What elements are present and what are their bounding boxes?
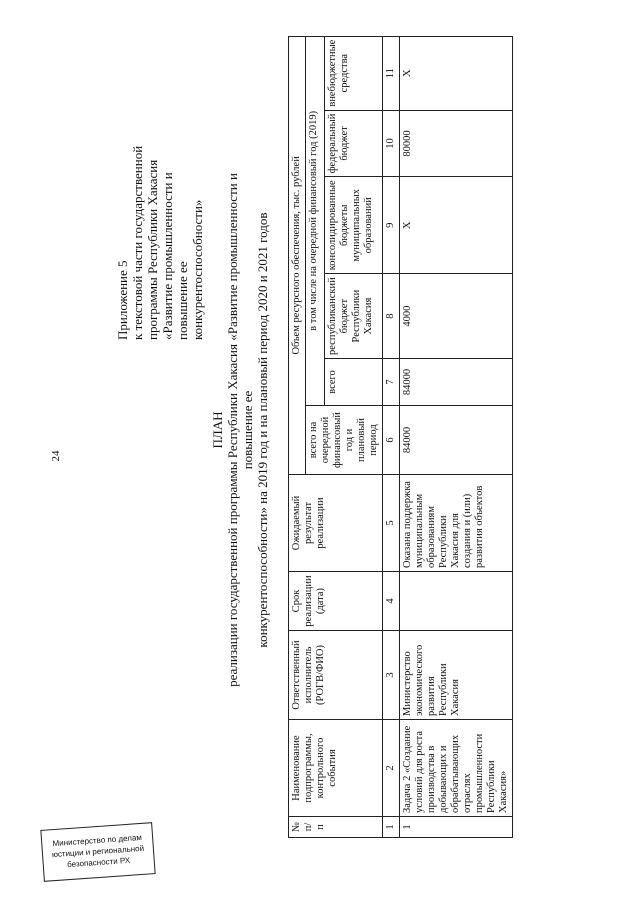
appendix-line: повышение ее xyxy=(175,261,190,340)
col-number: 4 xyxy=(383,572,400,631)
header-total: всего xyxy=(324,359,382,406)
appendix-line: Приложение 5 xyxy=(115,260,130,340)
plan-subtitle-line: реализации государственной программы Республики Хакасия «Развитие промышленности и повышение ее xyxy=(225,173,255,687)
header-total-period: всего на очередной финансовый год и плановый период xyxy=(306,406,383,475)
row-name: Задача 2 «Создание условий для роста производства в добывающих и обрабатывающих отраслях промышленности Республики Хакасия» xyxy=(400,720,513,817)
header-funding: Объем ресурсного обеспечения, тыс. рублей xyxy=(289,36,306,474)
header-federal: федеральный бюджет xyxy=(324,110,382,177)
appendix-line: программы Республики Хакасия xyxy=(145,159,160,340)
appendix-note xyxy=(115,40,205,340)
col-number: 7 xyxy=(383,359,400,406)
row-municipal: Х xyxy=(400,177,513,274)
col-number: 3 xyxy=(383,631,400,720)
header-num: № п/п xyxy=(289,817,383,838)
stamp-line: безопасности РХ xyxy=(66,855,131,870)
col-number: 2 xyxy=(383,720,400,817)
row-federal: 80000 xyxy=(400,110,513,177)
header-result: Ожидаемый результат реализации xyxy=(289,475,383,572)
appendix-line: «Развитие промышленности и xyxy=(160,172,175,340)
row-republic: 4000 xyxy=(400,274,513,359)
col-number: 6 xyxy=(383,406,400,475)
col-number: 1 xyxy=(383,817,400,838)
plan-title xyxy=(210,140,270,720)
header-name: Наименование подпрограммы, контрольного события xyxy=(289,720,383,817)
table-row xyxy=(400,36,513,837)
row-result: Оказана поддержка муниципальным образованиям Республики Хакасия для создания и (или) развития объектов xyxy=(400,475,513,572)
header-executor: Ответственный исполнитель (РОГВ/ФИО) xyxy=(289,631,383,720)
plan-table xyxy=(288,36,513,838)
header-current-year: в том числе на очередной финансовый год (2019) xyxy=(306,36,325,405)
appendix-line: к текстовой части государственной xyxy=(130,145,145,340)
header-term: Срок реализации (дата) xyxy=(289,572,383,631)
col-number: 5 xyxy=(383,475,400,572)
plan-heading: ПЛАН xyxy=(210,411,225,449)
col-number: 9 xyxy=(383,177,400,274)
column-number-row xyxy=(383,36,400,837)
stamp-line: юстиции и региональной xyxy=(51,843,145,860)
header-municipal: консолидированные бюджеты муниципальных образований xyxy=(324,177,382,274)
row-num: 1 xyxy=(400,817,513,838)
row-executor: Министерство экономического развития Республики Хакасия xyxy=(400,631,513,720)
row-extra: Х xyxy=(400,36,513,110)
row-total: 84000 xyxy=(400,359,513,406)
col-number: 11 xyxy=(383,36,400,110)
header-republic: республиканский бюджет Республики Хакасия xyxy=(324,274,382,359)
header-extra: внебюджетные средства xyxy=(324,36,382,110)
plan-subtitle-line: конкурентоспособности» на 2019 год и на плановый период 2020 и 2021 годов xyxy=(255,212,270,648)
page-number: 24 xyxy=(50,450,62,462)
row-term xyxy=(400,572,513,631)
col-number: 10 xyxy=(383,110,400,177)
document-sheet xyxy=(20,20,620,880)
stamp-line: Министерство по делам xyxy=(52,832,143,849)
registration-stamp xyxy=(40,822,155,882)
row-total-period: 84000 xyxy=(400,406,513,475)
appendix-line: конкурентоспособности» xyxy=(190,199,205,340)
col-number: 8 xyxy=(383,274,400,359)
